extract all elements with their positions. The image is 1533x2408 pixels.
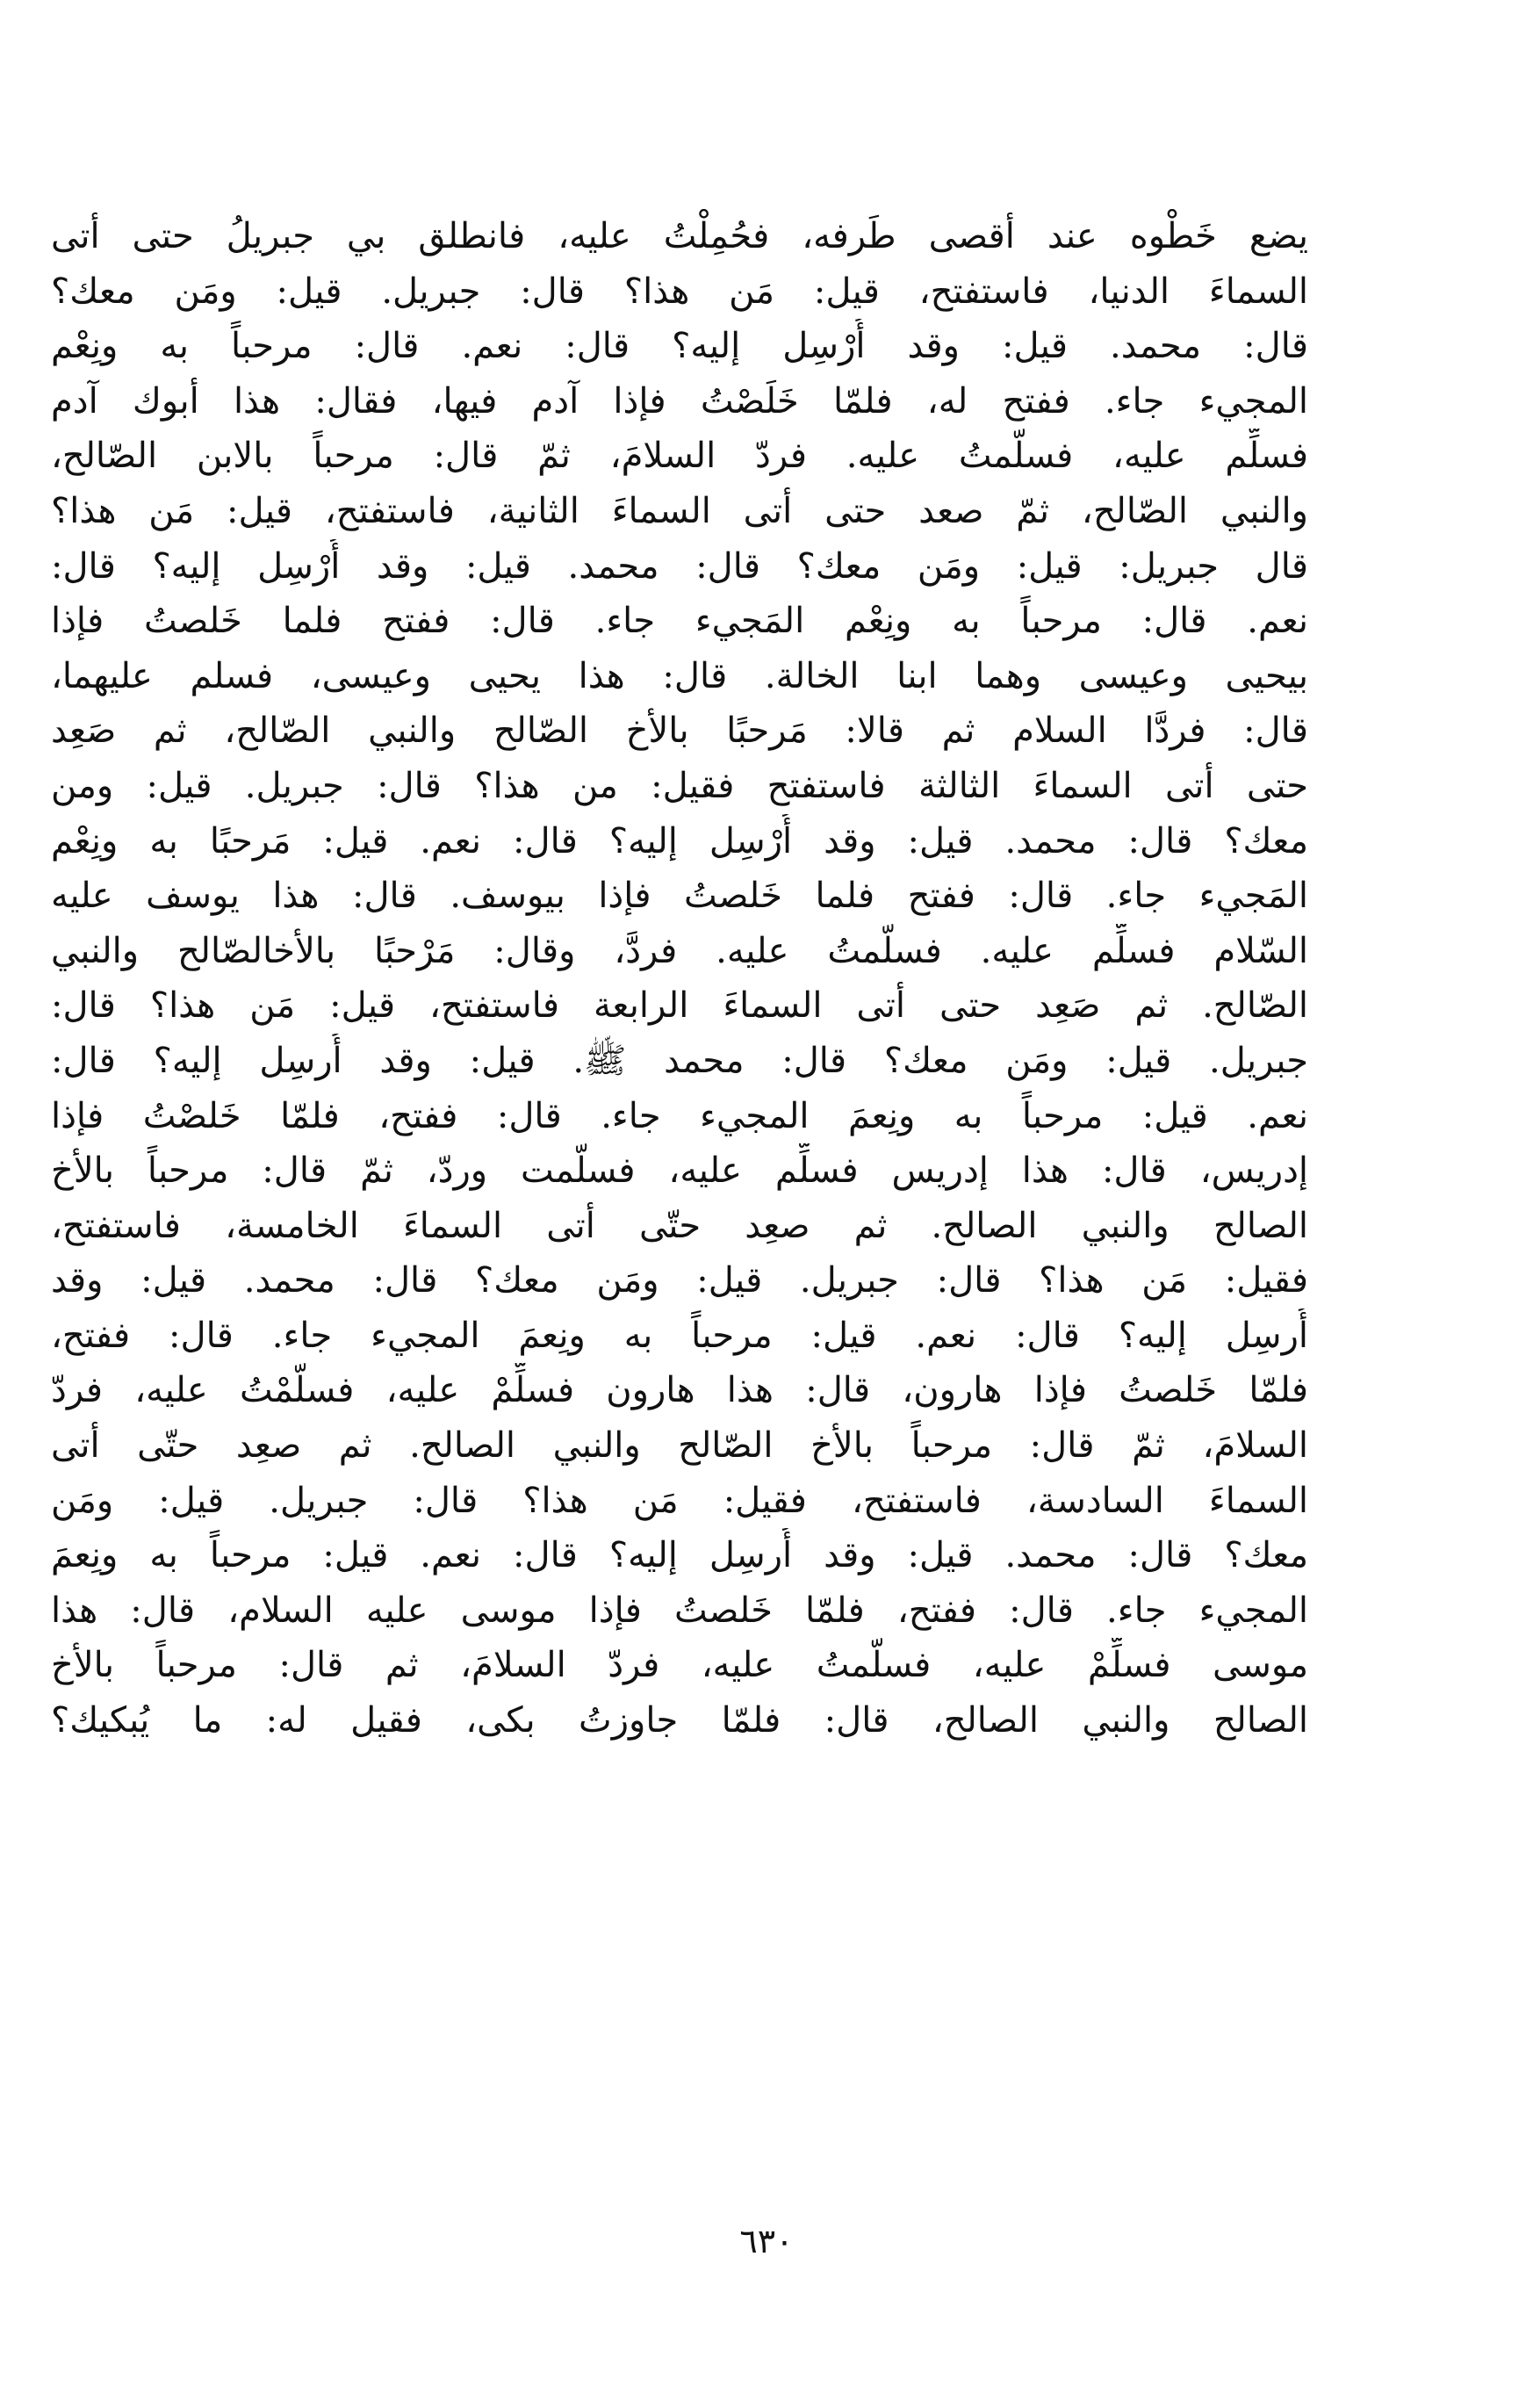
- text-line: قال جبريل: قيل: ومَن معك؟ قال: محمد. قيل: وقد أُرْسِل إليه؟ قال:: [51, 545, 1308, 587]
- text-line: إدريس، قال: هذا إدريس فسلِّم عليه، فسلّمت وردّ، ثمّ قال: مرحباً بالأخ: [51, 1150, 1308, 1192]
- text-line: السّلام فسلِّم عليه. فسلّمتُ عليه. فردَّ، وقال: مَرْحبًا بالأخالصّالح والنبي: [51, 930, 1308, 971]
- text-line: حتى أتى السماءَ الثالثة فاستفتح فقيل: من هذا؟ قال: جبريل. قيل: ومن: [51, 765, 1308, 806]
- text-line: نعم. قيل: مرحباً به ونِعمَ المجيء جاء. قال: ففتح، فلمّا خَلصْتُ فإذا: [51, 1095, 1308, 1136]
- text-line: قال: فردَّا السلام ثم قالا: مَرحبًا بالأخ الصّالح والنبي الصّالح، ثم صَعِد: [51, 710, 1308, 752]
- body-text: [51, 209, 1308, 1748]
- text-line: أُرسِل إليه؟ قال: نعم. قيل: مرحباً به ونِعمَ المجيء جاء. قال: ففتح،: [51, 1315, 1308, 1356]
- text-line: الصالح والنبي الصالح. ثم صعِد حتّى أتى السماءَ الخامسة، فاستفتح،: [51, 1205, 1308, 1246]
- text-line: موسى فسلِّمْ عليه، فسلّمتُ عليه، فردّ السلامَ، ثم قال: مرحباً بالأخ: [51, 1645, 1308, 1686]
- text-line: الصالح والنبي الصالح، قال: فلمّا جاوزتُ بكى، فقيل له: ما يُبكيك؟: [51, 1700, 1308, 1741]
- text-line: السلامَ، ثمّ قال: مرحباً بالأخ الصّالح والنبي الصالح. ثم صعِد حتّى أتى: [51, 1425, 1308, 1467]
- text-line: معك؟ قال: محمد. قيل: وقد أُرسِل إليه؟ قال: نعم. قيل: مرحباً به ونِعمَ: [51, 1535, 1308, 1576]
- text-line: والنبي الصّالح، ثمّ صعد حتى أتى السماءَ الثانية، فاستفتح، قيل: مَن هذا؟: [51, 490, 1308, 531]
- text-line: السماءَ السادسة، فاستفتح، فقيل: مَن هذا؟ قال: جبريل. قيل: ومَن: [51, 1480, 1308, 1521]
- text-line: المجيء جاء. قال: ففتح، فلمّا خَلصتُ فإذا موسى عليه السلام، قال: هذا: [51, 1590, 1308, 1631]
- text-line: الصّالح. ثم صَعِد حتى أتى السماءَ الرابعة فاستفتح، قيل: مَن هذا؟ قال:: [51, 985, 1308, 1027]
- text-line: جبريل. قيل: ومَن معك؟ قال: محمد ﷺ. قيل: وقد أُرسِل إليه؟ قال:: [51, 1040, 1308, 1081]
- text-line: المجيء جاء. ففتح له، فلمّا خَلَصْتُ فإذا آدم فيها، فقال: هذا أبوك آدم: [51, 380, 1308, 422]
- text-line: السماءَ الدنيا، فاستفتح، قيل: مَن هذا؟ قال: جبريل. قيل: ومَن معك؟: [51, 270, 1308, 312]
- text-line: فلمّا خَلصتُ فإذا هارون، قال: هذا هارون فسلِّمْ عليه، فسلّمْتُ عليه، فردّ: [51, 1370, 1308, 1411]
- page-number: ٦٣٠: [739, 2222, 794, 2260]
- text-line: فقيل: مَن هذا؟ قال: جبريل. قيل: ومَن معك؟ قال: محمد. قيل: وقد: [51, 1260, 1308, 1301]
- text-line: نعم. قال: مرحباً به ونِعْم المَجيء جاء. قال: ففتح فلما خَلصتُ فإذا: [51, 601, 1308, 642]
- text-line: المَجيء جاء. قال: ففتح فلما خَلصتُ فإذا بيوسف. قال: هذا يوسف عليه: [51, 876, 1308, 917]
- text-line: يضع خَطْوه عند أقصى طَرفه، فحُمِلْتُ عليه، فانطلق بي جبريلُ حتى أتى: [51, 216, 1308, 256]
- text-line: معك؟ قال: محمد. قيل: وقد أُرْسِل إليه؟ قال: نعم. قيل: مَرحبًا به ونِعْم: [51, 820, 1308, 862]
- text-line: قال: محمد. قيل: وقد أُرْسِل إليه؟ قال: نعم. قال: مرحباً به ونِعْم: [51, 326, 1308, 367]
- text-line: فسلِّم عليه، فسلَّمتُ عليه. فردّ السلامَ، ثمّ قال: مرحباً بالابن الصّالح،: [51, 436, 1308, 477]
- text-line: بيحيى وعيسى وهما ابنا الخالة. قال: هذا يحيى وعيسى، فسلم عليهما،: [51, 655, 1308, 696]
